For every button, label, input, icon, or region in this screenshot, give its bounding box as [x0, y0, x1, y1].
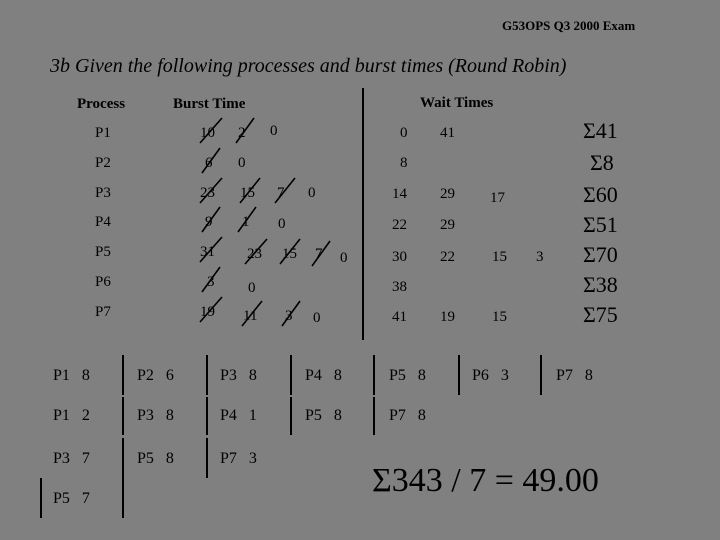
gantt-divider — [458, 355, 460, 395]
gantt-slot: P5 8 — [389, 367, 426, 384]
gantt-divider — [206, 397, 208, 435]
burst-value: 9 — [205, 214, 213, 230]
burst-value: 23 — [200, 185, 215, 201]
gantt-slot: P6 3 — [472, 367, 509, 384]
gantt-slot: P3 8 — [137, 407, 174, 424]
process-label: P3 — [95, 185, 111, 201]
gantt-slot: P4 8 — [305, 367, 342, 384]
wait-value: 41 — [392, 309, 407, 325]
burst-value: 0 — [278, 216, 286, 232]
gantt-slot: P7 8 — [389, 407, 426, 424]
process-label: P2 — [95, 155, 111, 171]
wait-value: 38 — [392, 279, 407, 295]
wait-value: 22 — [440, 249, 455, 265]
wait-value: 22 — [392, 217, 407, 233]
burst-value: 0 — [313, 310, 321, 326]
strike-mark — [202, 148, 220, 173]
burst-value: 0 — [340, 250, 348, 266]
burst-value: 23 — [247, 246, 262, 262]
process-label: P6 — [95, 274, 111, 290]
gantt-slot: P7 8 — [556, 367, 593, 384]
gantt-divider — [206, 355, 208, 395]
strike-mark — [245, 239, 267, 264]
gantt-slot: P2 6 — [137, 367, 174, 384]
gantt-divider — [40, 478, 42, 518]
strike-mark — [242, 301, 262, 326]
process-label: P7 — [95, 304, 111, 320]
gantt-divider — [122, 478, 124, 518]
wait-value: 14 — [392, 186, 407, 202]
gantt-divider — [206, 438, 208, 478]
process-column-header: Process — [77, 96, 126, 112]
wait-column-header: Wait Times — [420, 95, 494, 111]
process-label: P4 — [95, 214, 111, 230]
gantt-slot: P5 7 — [53, 490, 90, 507]
wait-sum: Σ75 — [583, 302, 618, 327]
wait-value: 15 — [492, 249, 507, 265]
strike-mark — [312, 241, 330, 266]
burst-column-header: Burst Time — [173, 96, 246, 112]
slide-title: 3b Given the following processes and burst times (Round Robin) — [50, 55, 567, 77]
burst-value: 7 — [277, 185, 285, 201]
strike-mark — [200, 178, 222, 203]
gantt-slot: P1 2 — [53, 407, 90, 424]
gantt-divider — [122, 438, 124, 478]
strike-mark — [240, 178, 260, 203]
burst-value: 0 — [270, 123, 278, 139]
burst-value: 19 — [200, 304, 215, 320]
strike-mark — [200, 237, 222, 262]
strike-mark — [280, 239, 300, 264]
gantt-slot: P3 8 — [220, 367, 257, 384]
gantt-slot: P7 3 — [220, 450, 257, 467]
wait-sum: Σ38 — [583, 272, 618, 297]
burst-value: 0 — [248, 280, 256, 296]
gantt-divider — [290, 397, 292, 435]
burst-value: 10 — [200, 125, 215, 141]
wait-sum: Σ41 — [583, 118, 618, 143]
burst-value: 3 — [207, 274, 215, 290]
burst-value: 15 — [240, 185, 255, 201]
gantt-slot: P5 8 — [137, 450, 174, 467]
gantt-divider — [540, 355, 542, 395]
wait-value: 29 — [440, 217, 455, 233]
burst-value: 15 — [282, 246, 297, 262]
burst-value: 0 — [308, 185, 316, 201]
wait-value: 0 — [400, 125, 408, 141]
burst-value: 11 — [243, 308, 258, 324]
wait-value: 30 — [392, 249, 407, 265]
burst-value: 31 — [200, 244, 215, 260]
wait-value: 3 — [536, 249, 544, 265]
strike-mark — [200, 297, 222, 322]
burst-value: 3 — [285, 308, 293, 324]
gantt-slot: P5 8 — [305, 407, 342, 424]
wait-value: 15 — [492, 309, 507, 325]
strike-mark — [202, 207, 220, 232]
gantt-divider — [122, 397, 124, 435]
gantt-divider — [373, 397, 375, 435]
wait-value: 41 — [440, 125, 455, 141]
strike-mark — [275, 178, 295, 203]
gantt-slot: P1 8 — [53, 367, 90, 384]
strike-mark — [200, 118, 222, 143]
wait-value: 19 — [440, 309, 455, 325]
burst-value: 6 — [205, 155, 213, 171]
gantt-divider — [290, 355, 292, 395]
burst-value: 0 — [238, 155, 246, 171]
burst-value: 7 — [315, 246, 323, 262]
strike-mark — [238, 207, 256, 232]
strike-mark — [236, 118, 254, 143]
exam-header: G53OPS Q3 2000 Exam — [502, 18, 636, 33]
gantt-divider — [122, 355, 124, 395]
wait-value: 29 — [440, 186, 455, 202]
process-label: P5 — [95, 244, 111, 260]
gantt-divider — [373, 355, 375, 395]
gantt-slot: P4 1 — [220, 407, 257, 424]
process-label: P1 — [95, 125, 111, 141]
average-result: Σ343 / 7 = 49.00 — [372, 462, 599, 499]
wait-sum: Σ8 — [590, 150, 614, 175]
wait-value: 17 — [490, 190, 505, 206]
strike-mark — [282, 301, 300, 326]
wait-sum: Σ70 — [583, 242, 618, 267]
wait-sum: Σ51 — [583, 212, 618, 237]
wait-value: 8 — [400, 155, 408, 171]
strike-mark — [202, 267, 220, 292]
gantt-slot: P3 7 — [53, 450, 90, 467]
wait-sum: Σ60 — [583, 182, 618, 207]
burst-value: 2 — [238, 125, 246, 141]
burst-value: 1 — [242, 214, 250, 230]
